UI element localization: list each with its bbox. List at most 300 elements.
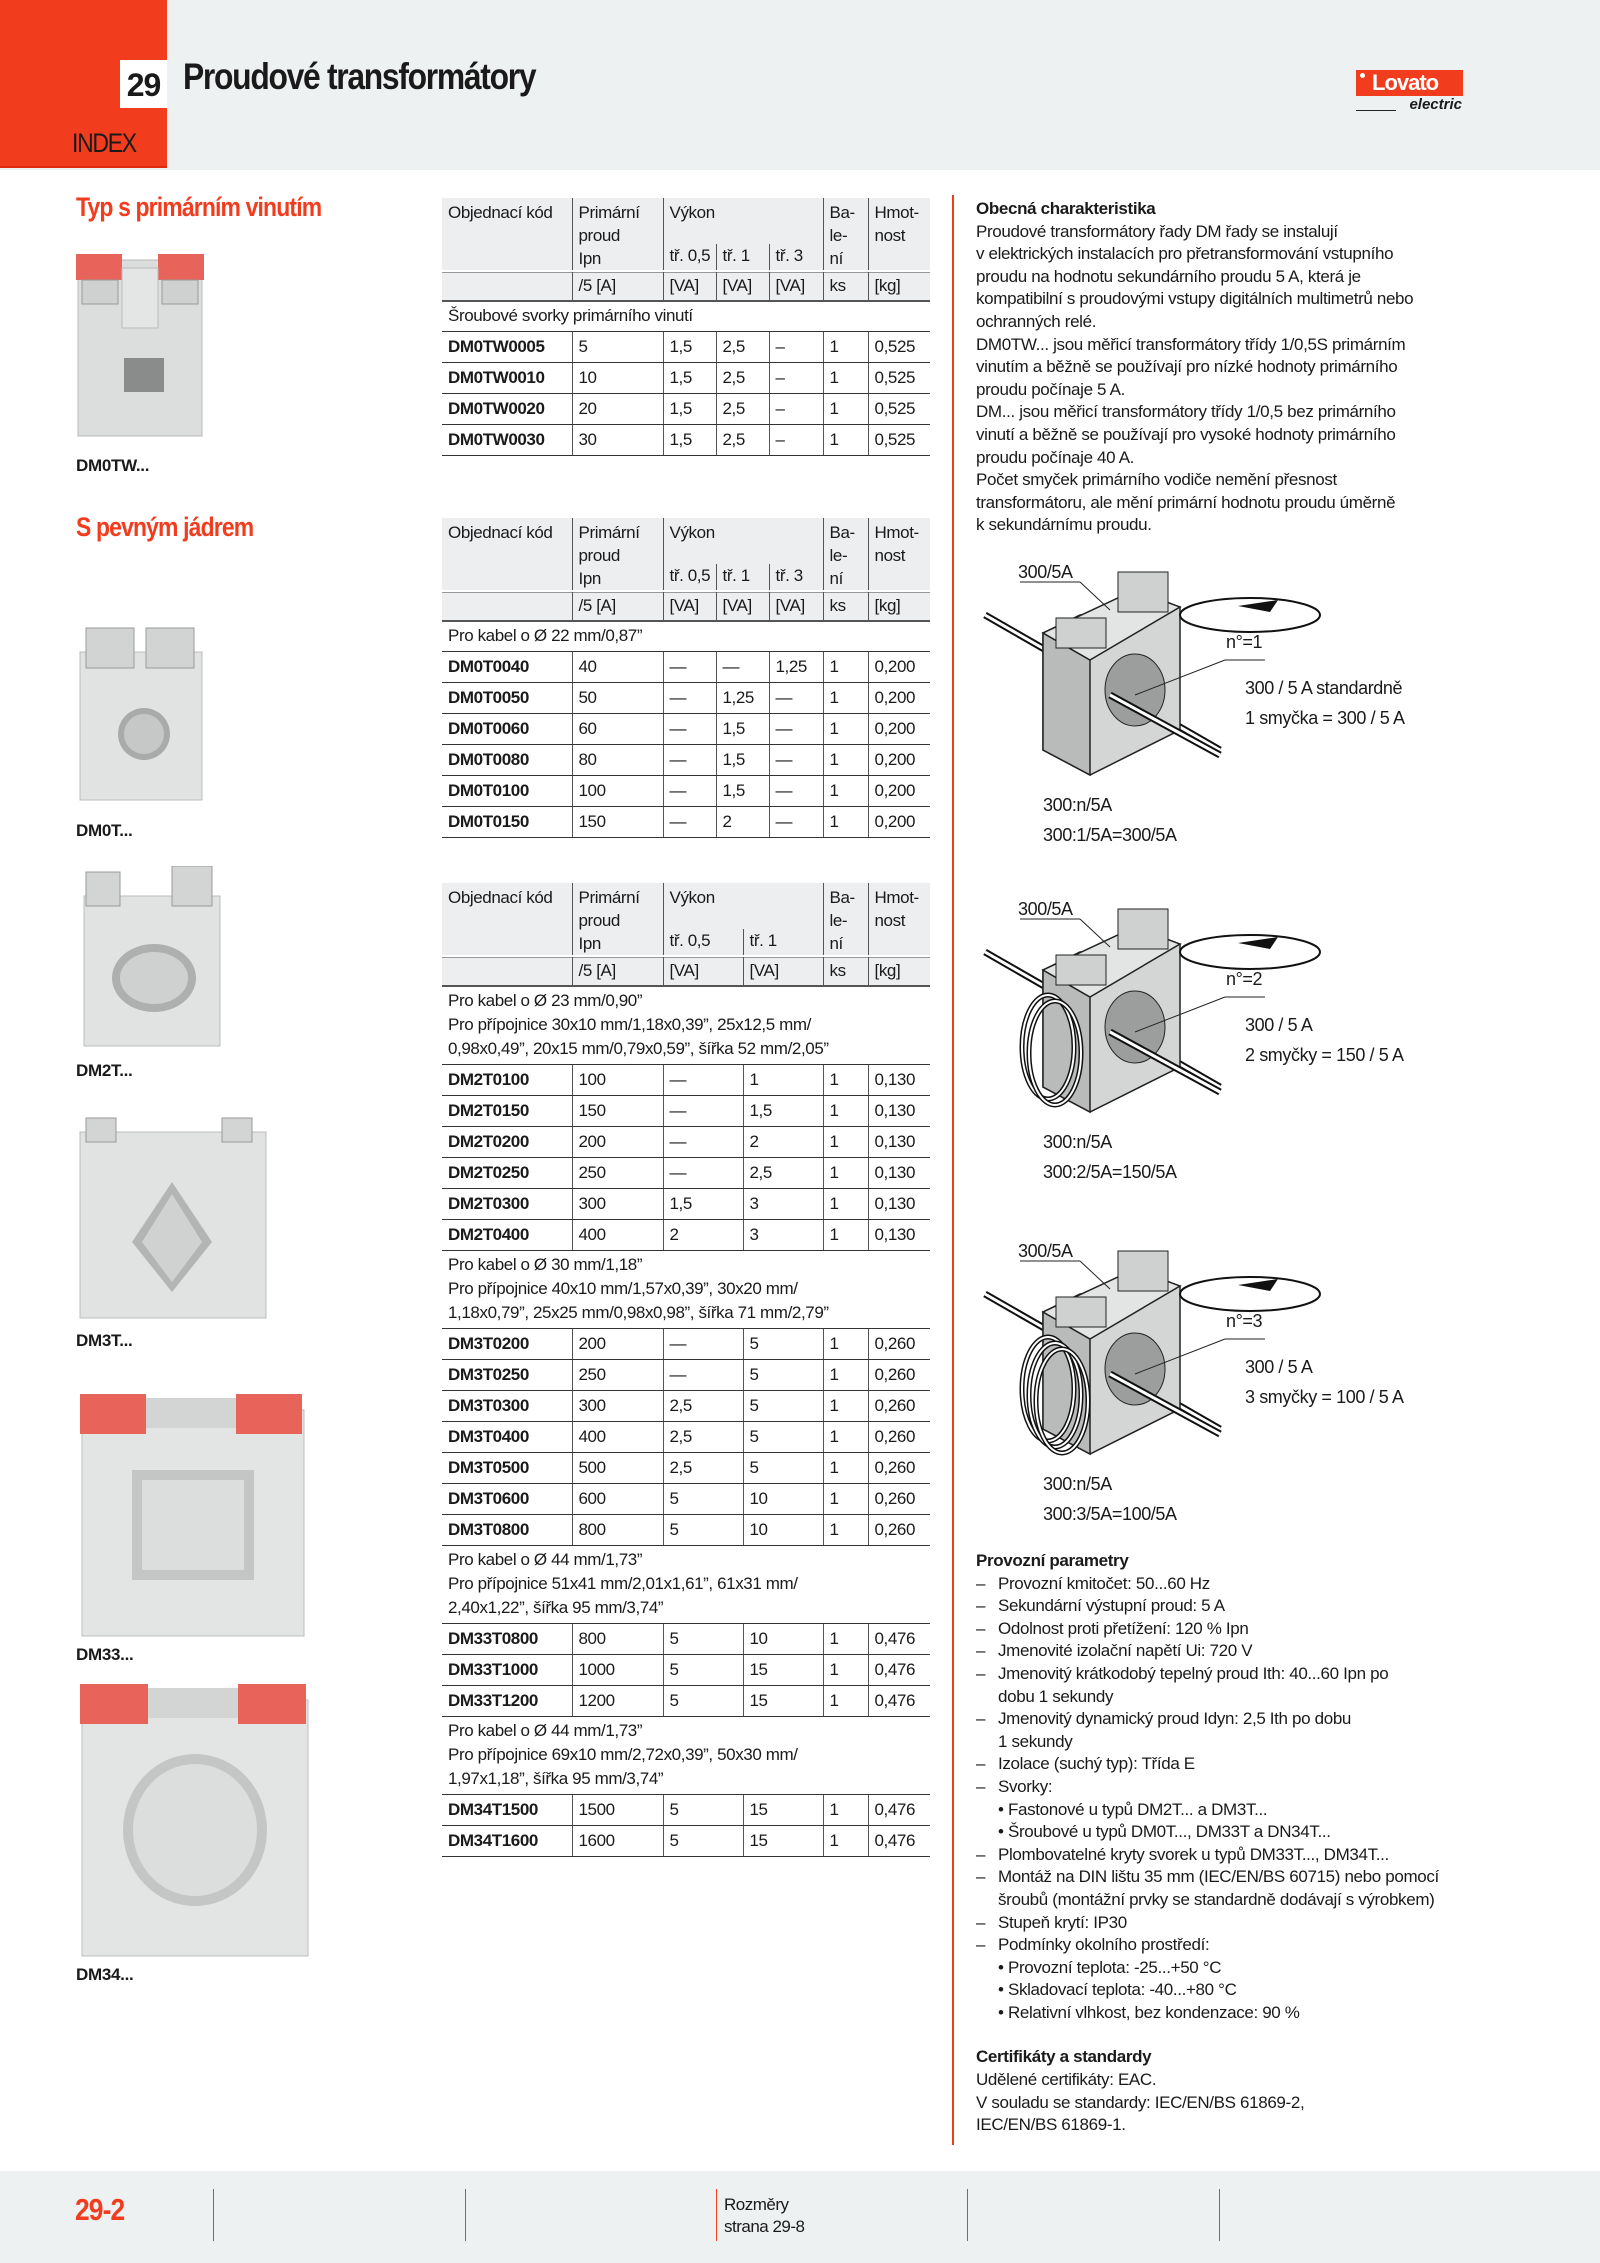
table-cell: 1600 bbox=[572, 1826, 663, 1857]
group-label bbox=[442, 1251, 930, 1329]
table-cell: 0,200 bbox=[868, 807, 930, 838]
table-row bbox=[442, 1624, 930, 1655]
table-cell: 600 bbox=[572, 1484, 663, 1515]
diagram-desc1: 300 / 5 A standardně bbox=[1245, 678, 1403, 698]
order-code: DM0T0050 bbox=[442, 683, 572, 714]
table-units-row bbox=[442, 271, 930, 301]
product-image-dm34 bbox=[72, 1680, 317, 1960]
table-cell: 300 bbox=[572, 1391, 663, 1422]
footer-divider bbox=[967, 2189, 968, 2241]
table-cell: 1,5 bbox=[663, 394, 716, 425]
order-code: DM0T0150 bbox=[442, 807, 572, 838]
table-cell: 0,260 bbox=[868, 1422, 930, 1453]
page-title: Proudové transformátory bbox=[183, 56, 536, 97]
table-cell: 250 bbox=[572, 1158, 663, 1189]
spec-table-dm0tw bbox=[442, 198, 930, 456]
table-cell: 2,5 bbox=[663, 1391, 743, 1422]
general-text-line: kompatibilní s proudovými vstupy digitálních multimetrů nebo bbox=[976, 289, 1414, 309]
logo-brand: Lovato bbox=[1356, 70, 1463, 96]
table-row bbox=[442, 1484, 930, 1515]
table-cell: 100 bbox=[572, 776, 663, 807]
group-label-line: Pro kabel o Ø 30 mm/1,18” bbox=[448, 1255, 643, 1274]
units-cell: [VA] bbox=[743, 956, 823, 986]
diagram-formula: 300:n/5A bbox=[1043, 795, 1112, 815]
table-cell: 1 bbox=[823, 1065, 868, 1096]
dash-bullet: – bbox=[976, 1935, 986, 1955]
diagram-formula: 300:n/5A bbox=[1043, 1474, 1112, 1494]
table-cell: 40 bbox=[572, 652, 663, 683]
product-label: DM34... bbox=[76, 1965, 134, 1984]
dash-bullet: – bbox=[976, 1573, 986, 1593]
footer-divider bbox=[213, 2189, 214, 2241]
units-cell: /5 [A] bbox=[572, 591, 663, 621]
table-cell: 0,525 bbox=[868, 363, 930, 394]
spec-table-dm2t-dm34t bbox=[442, 883, 930, 1857]
table-cell: 1 bbox=[823, 425, 868, 456]
units-cell: [VA] bbox=[663, 271, 716, 301]
operating-item bbox=[976, 1708, 1486, 1753]
table-cell: — bbox=[769, 807, 823, 838]
order-code: DM0T0100 bbox=[442, 776, 572, 807]
certificates-line: IEC/EN/BS 61869-1. bbox=[976, 2115, 1126, 2135]
table-cell: 5 bbox=[572, 332, 663, 363]
product-image-dm2t bbox=[72, 866, 232, 1051]
table-cell: 1 bbox=[823, 807, 868, 838]
group-label-line: Pro kabel o Ø 22 mm/0,87” bbox=[448, 626, 643, 645]
column-header-class: tř. 1 bbox=[716, 564, 769, 591]
units-cell: /5 [A] bbox=[572, 956, 663, 986]
table-cell: 5 bbox=[743, 1360, 823, 1391]
table-cell: 1,5 bbox=[716, 776, 769, 807]
operating-heading: Provozní parametry bbox=[976, 1551, 1129, 1570]
units-cell: ks bbox=[823, 956, 868, 986]
order-code: DM2T0250 bbox=[442, 1158, 572, 1189]
table-cell: 5 bbox=[663, 1655, 743, 1686]
operating-item bbox=[976, 1753, 1486, 1776]
table-cell: — bbox=[769, 683, 823, 714]
column-header-power: Výkon bbox=[663, 518, 823, 564]
operating-item-line: Montáž na DIN lištu 35 mm (IEC/EN/BS 60715) nebo pomocí bbox=[998, 1867, 1439, 1887]
table-cell: 1 bbox=[823, 332, 868, 363]
operating-item-line: Plombovatelné kryty svorek u typů DM33T..., DM34T... bbox=[998, 1844, 1389, 1864]
table-cell: 1 bbox=[823, 363, 868, 394]
table-cell: 15 bbox=[743, 1826, 823, 1857]
column-header-power: Výkon bbox=[663, 198, 823, 244]
table-cell: 0,260 bbox=[868, 1515, 930, 1546]
table-cell: 1 bbox=[823, 652, 868, 683]
table-cell: 1 bbox=[823, 683, 868, 714]
table-group-row bbox=[442, 1251, 930, 1329]
wiring-diagram-2-turn bbox=[960, 887, 1440, 1227]
general-text-line: vinutím a běžně se používají pro nízké hodnoty primárního bbox=[976, 357, 1398, 377]
group-label-line: 1,18x0,79”, 25x25 mm/0,98x0,98”, šířka 71 mm/2,79” bbox=[448, 1303, 829, 1322]
table-cell: — bbox=[769, 776, 823, 807]
order-code: DM0T0080 bbox=[442, 745, 572, 776]
product-label: DM2T... bbox=[76, 1061, 133, 1080]
table-cell: 1 bbox=[823, 1453, 868, 1484]
table-cell: 2,5 bbox=[663, 1422, 743, 1453]
group-label-line: Pro kabel o Ø 44 mm/1,73” bbox=[448, 1721, 643, 1740]
group-label-line: 1,97x1,18”, šířka 95 mm/3,74” bbox=[448, 1769, 664, 1788]
dash-bullet: – bbox=[976, 1596, 986, 1616]
footer-divider bbox=[716, 2189, 717, 2241]
table-group-row bbox=[442, 1717, 930, 1795]
order-code: DM0T0060 bbox=[442, 714, 572, 745]
product-image-dm3t bbox=[72, 1112, 272, 1322]
order-code: DM3T0200 bbox=[442, 1329, 572, 1360]
table-cell: 400 bbox=[572, 1422, 663, 1453]
header-line: le- bbox=[829, 911, 848, 930]
units-cell: [kg] bbox=[868, 271, 930, 301]
table-cell: 50 bbox=[572, 683, 663, 714]
table-cell: 30 bbox=[572, 425, 663, 456]
group-label-line: Pro kabel o Ø 23 mm/0,90” bbox=[448, 991, 643, 1010]
operating-item bbox=[976, 1912, 1486, 1935]
table-cell: 5 bbox=[743, 1329, 823, 1360]
table-cell: 0,476 bbox=[868, 1686, 930, 1717]
table-cell: 5 bbox=[743, 1453, 823, 1484]
group-label bbox=[442, 301, 930, 332]
table-cell: 0,260 bbox=[868, 1391, 930, 1422]
operating-item bbox=[976, 1640, 1486, 1663]
order-code: DM2T0200 bbox=[442, 1127, 572, 1158]
table-cell: 2,5 bbox=[743, 1158, 823, 1189]
group-label bbox=[442, 1546, 930, 1624]
general-text-line: Počet smyček primárního vodiče nemění přesnost bbox=[976, 470, 1337, 490]
units-cell: [VA] bbox=[769, 271, 823, 301]
general-text-line: ochranných relé. bbox=[976, 311, 1097, 331]
table-row bbox=[442, 1220, 930, 1251]
product-label: DM0TW... bbox=[76, 456, 150, 475]
general-text bbox=[976, 221, 1486, 537]
table-cell: 2 bbox=[663, 1220, 743, 1251]
operating-item bbox=[976, 1934, 1486, 2024]
diagram-rating: 300/5A bbox=[1018, 899, 1073, 919]
diagram-desc2: 1 smyčka = 300 / 5 A bbox=[1245, 708, 1405, 728]
table-cell: 0,200 bbox=[868, 745, 930, 776]
reference-title: Rozměry bbox=[724, 2195, 789, 2214]
table-row bbox=[442, 1360, 930, 1391]
operating-item bbox=[976, 1776, 1486, 1844]
table-cell: 0,525 bbox=[868, 394, 930, 425]
table-row bbox=[442, 332, 930, 363]
table-group-row bbox=[442, 986, 930, 1065]
operating-item bbox=[976, 1663, 1486, 1708]
units-cell: [VA] bbox=[716, 591, 769, 621]
general-text-line: vinutí a běžně se používají pro vysoké hodnoty primárního bbox=[976, 424, 1396, 444]
header-line: proud bbox=[578, 546, 620, 565]
operating-item-line: Stupeň krytí: IP30 bbox=[998, 1912, 1127, 1932]
dash-bullet: – bbox=[976, 1641, 986, 1661]
table-cell: 2,5 bbox=[716, 425, 769, 456]
column-header-class: tř. 1 bbox=[743, 929, 823, 956]
table-cell: 300 bbox=[572, 1189, 663, 1220]
diagram-result: 300:1/5A=300/5A bbox=[1043, 825, 1177, 845]
operating-item-line: Odolnost proti přetížení: 120 % Ipn bbox=[998, 1618, 1249, 1638]
table-cell: 0,525 bbox=[868, 425, 930, 456]
table-cell: 1000 bbox=[572, 1655, 663, 1686]
operating-item bbox=[976, 1844, 1486, 1867]
column-header-current bbox=[572, 518, 663, 591]
table-row bbox=[442, 1795, 930, 1826]
header-line: le- bbox=[829, 546, 848, 565]
diagram-turns: n°=2 bbox=[1226, 969, 1263, 989]
lovato-logo bbox=[1356, 70, 1466, 114]
header-line: Ba- bbox=[829, 203, 855, 222]
table-cell: — bbox=[663, 1065, 743, 1096]
dash-bullet: – bbox=[976, 1867, 986, 1887]
table-row bbox=[442, 1127, 930, 1158]
table-row bbox=[442, 807, 930, 838]
table-cell: — bbox=[663, 1127, 743, 1158]
group-label-line: Pro přípojnice 51x41 mm/2,01x1,61”, 61x31 mm/ bbox=[448, 1574, 798, 1593]
column-header-class: tř. 3 bbox=[769, 244, 823, 271]
order-code: DM34T1500 bbox=[442, 1795, 572, 1826]
table-row bbox=[442, 425, 930, 456]
group-label bbox=[442, 1717, 930, 1795]
table-cell: 0,130 bbox=[868, 1096, 930, 1127]
dash-bullet: – bbox=[976, 1663, 986, 1683]
table-cell: 1,25 bbox=[716, 683, 769, 714]
units-cell: [kg] bbox=[868, 591, 930, 621]
operating-item-line: Svorky: bbox=[998, 1776, 1053, 1796]
table-row bbox=[442, 745, 930, 776]
table-cell: 150 bbox=[572, 807, 663, 838]
group-label-line: 2,40x1,22”, šířka 95 mm/3,74” bbox=[448, 1598, 664, 1617]
header-line: Ipn bbox=[578, 569, 601, 588]
group-label bbox=[442, 621, 930, 652]
operating-item-line: Podmínky okolního prostředí: bbox=[998, 1935, 1210, 1955]
logo-line bbox=[1356, 110, 1396, 111]
column-divider bbox=[952, 195, 954, 2145]
column-header-code: Objednací kód bbox=[442, 883, 572, 956]
table-group-row bbox=[442, 621, 930, 652]
table-cell: 0,260 bbox=[868, 1360, 930, 1391]
units-cell bbox=[442, 956, 572, 986]
group-label-line: Šroubové svorky primárního vinutí bbox=[448, 306, 693, 325]
certificates-text bbox=[976, 2069, 1486, 2137]
operating-item bbox=[976, 1866, 1486, 1911]
dash-bullet: – bbox=[976, 1618, 986, 1638]
spec-table-dm0t bbox=[442, 518, 930, 838]
column-header-weight bbox=[868, 883, 930, 956]
column-header-class: tř. 0,5 bbox=[663, 564, 716, 591]
header-line: Ba- bbox=[829, 523, 855, 542]
table-cell: 1,5 bbox=[743, 1096, 823, 1127]
table-row bbox=[442, 1158, 930, 1189]
table-row bbox=[442, 1329, 930, 1360]
logo-sub: electric bbox=[1409, 96, 1462, 113]
table-cell: 0,260 bbox=[868, 1453, 930, 1484]
table-row bbox=[442, 652, 930, 683]
table-cell: 2,5 bbox=[716, 332, 769, 363]
section-title-wound: Typ s primárním vinutím bbox=[76, 192, 322, 222]
table-group-row bbox=[442, 1546, 930, 1624]
table-header-row bbox=[442, 198, 930, 244]
reference-page: strana 29-8 bbox=[724, 2217, 805, 2236]
header-line: nost bbox=[874, 226, 906, 245]
table-cell: 1 bbox=[823, 1686, 868, 1717]
table-cell: 1,25 bbox=[769, 652, 823, 683]
table-cell: 1,5 bbox=[663, 1189, 743, 1220]
table-cell: 1 bbox=[823, 1096, 868, 1127]
diagram-rating: 300/5A bbox=[1018, 1241, 1073, 1261]
column-header-weight bbox=[868, 518, 930, 591]
table-cell: 3 bbox=[743, 1189, 823, 1220]
table-cell: 60 bbox=[572, 714, 663, 745]
table-cell: – bbox=[769, 363, 823, 394]
diagram-desc2: 2 smyčky = 150 / 5 A bbox=[1245, 1045, 1404, 1065]
table-cell: 5 bbox=[663, 1624, 743, 1655]
header-line: Hmot- bbox=[874, 203, 919, 222]
order-code: DM3T0800 bbox=[442, 1515, 572, 1546]
operating-subitem: • Fastonové u typů DM2T... a DM3T... bbox=[998, 1799, 1268, 1819]
column-header-weight bbox=[868, 198, 930, 271]
index-link[interactable]: INDEX bbox=[72, 128, 136, 158]
column-header-class: tř. 3 bbox=[769, 564, 823, 591]
diagram-turns: n°=1 bbox=[1226, 632, 1263, 652]
column-header-packing bbox=[823, 883, 868, 956]
table-cell: 1 bbox=[823, 1826, 868, 1857]
product-image-dm0tw bbox=[72, 248, 212, 443]
header-line: ní bbox=[829, 934, 843, 953]
order-code: DM0TW0020 bbox=[442, 394, 572, 425]
order-code: DM0TW0005 bbox=[442, 332, 572, 363]
header-line: proud bbox=[578, 911, 620, 930]
general-text-line: proudu počínaje 40 A. bbox=[976, 447, 1135, 467]
header-line: le- bbox=[829, 226, 848, 245]
header-line: nost bbox=[874, 546, 906, 565]
product-label: DM0T... bbox=[76, 821, 133, 840]
table-cell: 2,5 bbox=[716, 394, 769, 425]
table-cell: 1,5 bbox=[663, 425, 716, 456]
table-cell: 1 bbox=[743, 1065, 823, 1096]
table-cell: 15 bbox=[743, 1655, 823, 1686]
dimensions-reference-link[interactable] bbox=[724, 2194, 805, 2238]
table-cell: 10 bbox=[743, 1624, 823, 1655]
table-cell: 5 bbox=[743, 1422, 823, 1453]
column-header-class: tř. 0,5 bbox=[663, 244, 716, 271]
table-cell: 0,476 bbox=[868, 1795, 930, 1826]
table-cell: — bbox=[663, 683, 716, 714]
group-label bbox=[442, 986, 930, 1065]
table-cell: 100 bbox=[572, 1065, 663, 1096]
group-label-line: Pro přípojnice 69x10 mm/2,72x0,39”, 50x30 mm/ bbox=[448, 1745, 798, 1764]
page-number: 29-2 bbox=[75, 2192, 125, 2227]
table-cell: 0,200 bbox=[868, 683, 930, 714]
table-row bbox=[442, 394, 930, 425]
header-line: ní bbox=[829, 249, 843, 268]
product-label: DM3T... bbox=[76, 1331, 133, 1350]
header-line: Primární bbox=[578, 888, 640, 907]
table-cell: 15 bbox=[743, 1795, 823, 1826]
table-cell: 3 bbox=[743, 1220, 823, 1251]
general-text-line: transformátoru, ale mění primární hodnotu proudu úměrně bbox=[976, 492, 1396, 512]
table-cell: 250 bbox=[572, 1360, 663, 1391]
table-cell: 200 bbox=[572, 1329, 663, 1360]
order-code: DM0T0040 bbox=[442, 652, 572, 683]
table-cell: 0,525 bbox=[868, 332, 930, 363]
order-code: DM33T1000 bbox=[442, 1655, 572, 1686]
table-cell: 1 bbox=[823, 1391, 868, 1422]
table-header-row bbox=[442, 883, 930, 929]
column-header-code: Objednací kód bbox=[442, 198, 572, 271]
table-row bbox=[442, 1096, 930, 1127]
table-cell: 2,5 bbox=[663, 1453, 743, 1484]
table-cell: 0,200 bbox=[868, 652, 930, 683]
order-code: DM33T0800 bbox=[442, 1624, 572, 1655]
units-cell bbox=[442, 591, 572, 621]
order-code: DM2T0300 bbox=[442, 1189, 572, 1220]
operating-parameters bbox=[976, 1550, 1486, 2137]
column-header-class: tř. 1 bbox=[716, 244, 769, 271]
order-code: DM34T1600 bbox=[442, 1826, 572, 1857]
product-image-dm0t bbox=[72, 624, 212, 804]
table-units-row bbox=[442, 956, 930, 986]
general-text-line: v elektrických instalacích pro přetransformování vstupního bbox=[976, 244, 1394, 264]
table-cell: 5 bbox=[743, 1391, 823, 1422]
table-cell: — bbox=[769, 714, 823, 745]
table-cell: 1 bbox=[823, 1655, 868, 1686]
table-cell: 15 bbox=[743, 1686, 823, 1717]
general-text-line: proudu na hodnotu sekundárního proudu 5 A, která je bbox=[976, 266, 1361, 286]
table-cell: — bbox=[663, 745, 716, 776]
group-label-line: Pro přípojnice 40x10 mm/1,57x0,39”, 30x20 mm/ bbox=[448, 1279, 798, 1298]
order-code: DM0TW0010 bbox=[442, 363, 572, 394]
general-text-line: Proudové transformátory řady DM řady se instalují bbox=[976, 221, 1338, 241]
header-line: Ipn bbox=[578, 249, 601, 268]
table-cell: 80 bbox=[572, 745, 663, 776]
dash-bullet: – bbox=[976, 1844, 986, 1864]
table-row bbox=[442, 1391, 930, 1422]
general-text-line: proudu počínaje 5 A. bbox=[976, 379, 1125, 399]
dash-bullet: – bbox=[976, 1912, 986, 1932]
operating-item-line: Jmenovité izolační napětí Ui: 720 V bbox=[998, 1641, 1253, 1661]
operating-subitem: • Skladovací teplota: -40...+80 °C bbox=[998, 1980, 1237, 2000]
product-image-dm33 bbox=[72, 1390, 312, 1640]
operating-item-line: šroubů (montážní prvky se standardně dodávají s výrobkem) bbox=[998, 1889, 1435, 1909]
operating-item-line: Izolace (suchý typ): Třída E bbox=[998, 1754, 1195, 1774]
table-cell: 1 bbox=[823, 1158, 868, 1189]
table-cell: 1 bbox=[823, 745, 868, 776]
general-text-line: DM... jsou měřicí transformátory třídy 1/0,5 bez primárního bbox=[976, 402, 1396, 422]
column-header-packing bbox=[823, 198, 868, 271]
table-cell: 150 bbox=[572, 1096, 663, 1127]
units-cell: [VA] bbox=[716, 271, 769, 301]
column-header-power: Výkon bbox=[663, 883, 823, 929]
table-row bbox=[442, 1422, 930, 1453]
header-line: ní bbox=[829, 569, 843, 588]
table-cell: 1200 bbox=[572, 1686, 663, 1717]
table-cell: — bbox=[663, 807, 716, 838]
table-cell: 1 bbox=[823, 1484, 868, 1515]
table-cell: 1,5 bbox=[663, 363, 716, 394]
table-cell: 5 bbox=[663, 1515, 743, 1546]
operating-item bbox=[976, 1595, 1486, 1618]
table-cell: 10 bbox=[743, 1484, 823, 1515]
table-row bbox=[442, 776, 930, 807]
table-cell: 1 bbox=[823, 1795, 868, 1826]
table-cell: 0,200 bbox=[868, 714, 930, 745]
order-code: DM33T1200 bbox=[442, 1686, 572, 1717]
group-label-line: Pro kabel o Ø 44 mm/1,73” bbox=[448, 1550, 643, 1569]
order-code: DM2T0100 bbox=[442, 1065, 572, 1096]
table-cell: 1 bbox=[823, 394, 868, 425]
certificates-line: V souladu se standardy: IEC/EN/BS 61869-2, bbox=[976, 2092, 1305, 2112]
table-cell: — bbox=[663, 714, 716, 745]
table-cell: 1 bbox=[823, 776, 868, 807]
table-cell: — bbox=[663, 1158, 743, 1189]
